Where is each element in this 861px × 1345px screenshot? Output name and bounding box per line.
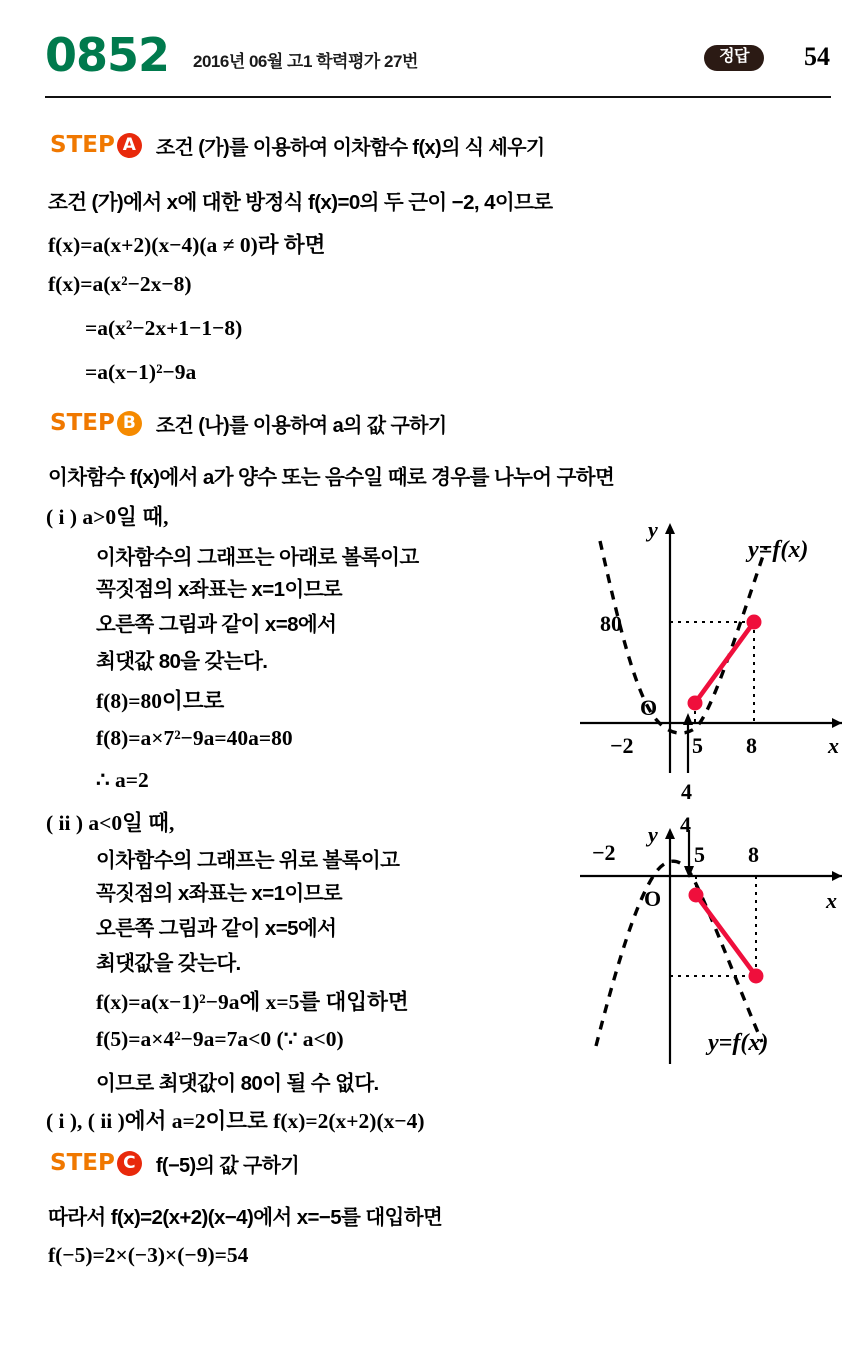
answer-badge: 정답 <box>704 45 764 71</box>
graph2-dot-bottom <box>749 969 764 984</box>
problem-number: 0852 <box>45 28 170 82</box>
step-a-title: 조건 (가)를 이용하여 이차함수 f(x)의 식 세우기 <box>155 136 545 159</box>
graph-case-2 <box>570 812 860 1078</box>
step-b-intro: 이차함수 f(x)에서 a가 양수 또는 음수일 때로 경우를 나누어 구하면 <box>48 466 615 489</box>
graph1-xtick-4: 4 <box>681 779 692 804</box>
step-c-title: f(−5)의 값 구하기 <box>155 1154 300 1177</box>
step-a-badge: A <box>117 133 142 158</box>
step-a-line-1: 조건 (가)에서 x에 대한 방정식 f(x)=0의 두 근이 −2, 4이므로 <box>48 191 553 214</box>
step-c-word: STEP <box>50 1150 115 1176</box>
step-a-line-4: =a(x²−2x+1−1−8) <box>85 316 243 340</box>
graph2-red-segment <box>696 895 756 976</box>
case-1-heading: ( i ) a>0일 때, <box>46 505 169 529</box>
case-2-line-3: 오른쪽 그림과 같이 x=5에서 <box>96 917 337 940</box>
case-2-line-4: 최댓값을 갖는다. <box>96 952 241 975</box>
graph2-origin-label: O <box>644 886 662 911</box>
case-1-line-1: 이차함수의 그래프는 아래로 볼록이고 <box>96 546 419 569</box>
graph1-y-axis-label: y <box>648 517 658 542</box>
page-header <box>45 30 830 90</box>
case-1-line-6: f(8)=a×7²−9a=40a=80 <box>96 726 293 750</box>
graph1-x-axis-label: x <box>828 733 839 758</box>
step-c-badge: C <box>117 1151 142 1176</box>
graph2-y-axis-label: y <box>648 822 658 847</box>
case-1-line-3: 오른쪽 그림과 같이 x=8에서 <box>96 613 337 636</box>
answer-value: 54 <box>804 42 830 71</box>
case-2-line-1: 이차함수의 그래프는 위로 볼록이고 <box>96 849 400 872</box>
graph2-xtick-neg2: −2 <box>592 840 616 865</box>
step-b-badge: B <box>117 411 142 436</box>
case-1-line-5: f(8)=80이므로 <box>96 689 225 713</box>
graph1-xtick-neg2: −2 <box>610 733 634 758</box>
graph-case-1 <box>570 515 860 804</box>
graph2-function-label: y=f(x) <box>708 1030 769 1056</box>
case-2-line-5: f(x)=a(x−1)²−9a에 x=5를 대입하면 <box>96 990 409 1014</box>
step-a-line-3: f(x)=a(x²−2x−8) <box>48 272 192 296</box>
graph2-x4-arrow <box>684 830 694 878</box>
graph1-red-segment <box>695 622 754 703</box>
case-1-line-7: ∴ a=2 <box>96 768 149 792</box>
step-c-line-1: 따라서 f(x)=2(x+2)(x−4)에서 x=−5를 대입하면 <box>48 1206 443 1229</box>
graph1-xtick-5: 5 <box>692 733 703 758</box>
step-a-heading <box>50 130 545 160</box>
problem-source: 2016년 06월 고1 학력평가 27번 <box>193 52 418 71</box>
graph1-ytick-80: 80 <box>600 611 622 636</box>
graph1-origin-label: O <box>640 695 658 720</box>
graph2-axes <box>580 828 842 1064</box>
graph2-dot-top <box>689 888 704 903</box>
case-1-line-4: 최댓값 80을 갖는다. <box>96 650 268 673</box>
graph1-function-label: y=f(x) <box>748 537 809 563</box>
graph2-x-axis-label: x <box>826 888 837 913</box>
case-2-line-6: f(5)=a×4²−9a=7a<0 (∵ a<0) <box>96 1027 344 1051</box>
case-2-heading: ( ii ) a<0일 때, <box>46 811 175 835</box>
case-1-line-2: 꼭짓점의 x좌표는 x=1이므로 <box>96 578 342 601</box>
graph1-dot-right <box>747 615 762 630</box>
step-b-word: STEP <box>50 410 115 436</box>
case-2-line-2: 꼭짓점의 x좌표는 x=1이므로 <box>96 882 342 905</box>
step-a-line-2: f(x)=a(x+2)(x−4)(a ≠ 0)라 하면 <box>48 233 326 257</box>
graph2-xtick-8: 8 <box>748 842 759 867</box>
graph2-xtick-4: 4 <box>680 812 691 837</box>
step-a-word: STEP <box>50 132 115 158</box>
header-divider <box>45 96 831 98</box>
step-b-heading <box>50 408 447 438</box>
graph1-xtick-8: 8 <box>746 733 757 758</box>
step-a-line-5: =a(x−1)²−9a <box>85 360 197 384</box>
step-c-heading <box>50 1148 299 1178</box>
step-b-conclusion: ( i ), ( ii )에서 a=2이므로 f(x)=2(x+2)(x−4) <box>46 1109 425 1133</box>
case-2-line-7: 이므로 최댓값이 80이 될 수 없다. <box>96 1072 379 1095</box>
step-b-title: 조건 (나)를 이용하여 a의 값 구하기 <box>155 414 447 437</box>
graph2-xtick-5: 5 <box>694 842 705 867</box>
graph1-dot-left <box>688 696 703 711</box>
step-c-line-2: f(−5)=2×(−3)×(−9)=54 <box>48 1243 249 1267</box>
